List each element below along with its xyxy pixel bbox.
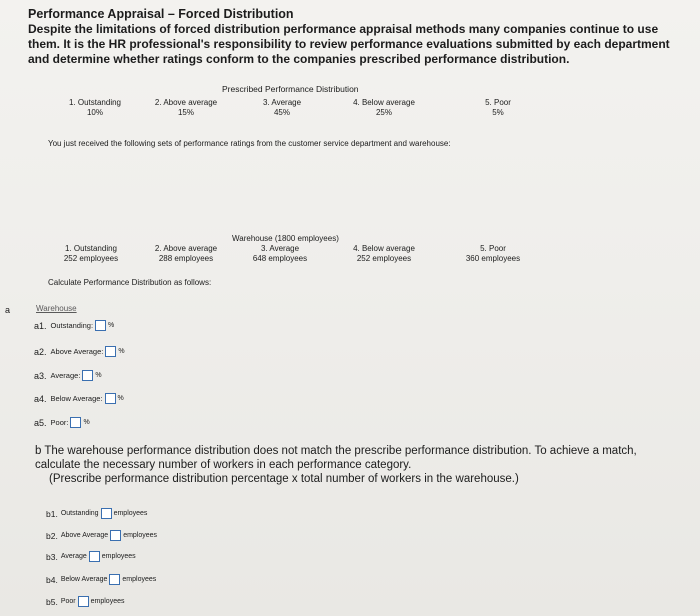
answer-row-b3 <box>46 551 136 562</box>
intro-paragraph: Despite the limitations of forced distribution performance appraisal methods many companies continue to use them. It is the HR professional's responsibility to review performance evaluations submitted by each department and determine whether ratings conform to the companies prescribed performance distribution. <box>28 22 670 66</box>
answer-row-b5 <box>46 596 124 607</box>
prescribed-outstanding <box>52 98 138 118</box>
warehouse-below-average <box>336 244 432 264</box>
category-value: 648 employees <box>252 254 308 263</box>
row-label: Below Average <box>60 576 108 583</box>
warehouse-outstanding <box>50 244 132 264</box>
row-label: Poor: <box>50 418 69 427</box>
row-label: Average: <box>50 371 81 380</box>
percent-unit: % <box>83 419 90 426</box>
answer-input[interactable] <box>70 417 81 428</box>
section-a-heading: Warehouse <box>36 304 77 313</box>
category-value: 288 employees <box>158 254 214 263</box>
answer-row-a2 <box>34 346 125 357</box>
category-label: 1. Outstanding <box>68 98 122 107</box>
row-label: Average <box>60 553 87 560</box>
section-a-letter: a <box>5 305 11 315</box>
row-number: b1. <box>46 508 58 519</box>
category-value: 45% <box>273 108 290 117</box>
row-number: a2. <box>34 346 47 357</box>
row-number: b5. <box>46 596 58 607</box>
row-label: Below Average: <box>50 394 103 403</box>
unit-label: employees <box>113 510 148 517</box>
row-number: b4. <box>46 574 58 585</box>
answer-row-b1 <box>46 508 147 519</box>
unit-label: employees <box>90 598 125 605</box>
answer-input[interactable] <box>105 393 116 404</box>
section-b-question: b The warehouse performance distribution does not match the prescribe performance distribution. To achieve a match, calculate the necessary number of workers in each performance category. <box>35 445 637 471</box>
row-label: Above Average <box>60 532 109 539</box>
section-b-instructions <box>35 444 685 486</box>
row-label: Above Average: <box>50 347 104 356</box>
warehouse-above-average <box>140 244 232 264</box>
prescribed-below-average <box>336 98 432 118</box>
answer-input[interactable] <box>105 346 116 357</box>
category-label: 3. Average <box>260 244 300 253</box>
category-value: 15% <box>177 108 194 117</box>
prescribed-poor <box>470 98 526 118</box>
row-number: b3. <box>46 551 58 562</box>
answer-input[interactable] <box>101 508 112 519</box>
prescribed-above-average <box>140 98 232 118</box>
percent-unit: % <box>117 395 124 402</box>
category-label: 3. Average <box>262 98 302 107</box>
category-value: 252 employees <box>63 254 119 263</box>
category-label: 2. Above average <box>154 244 218 253</box>
answer-row-b4 <box>46 574 156 585</box>
answer-input[interactable] <box>82 370 93 381</box>
answer-input[interactable] <box>78 596 89 607</box>
category-label: 2. Above average <box>154 98 218 107</box>
percent-unit: % <box>118 348 125 355</box>
category-value: 10% <box>86 108 103 117</box>
warehouse-poor <box>450 244 536 264</box>
answer-input[interactable] <box>110 530 121 541</box>
unit-label: employees <box>123 532 158 539</box>
answer-row-a4 <box>34 393 124 404</box>
unit-label: employees <box>101 553 136 560</box>
unit-label: employees <box>122 576 157 583</box>
calculate-note: Calculate Performance Distribution as follows: <box>48 278 212 287</box>
category-value: 5% <box>492 108 504 117</box>
warehouse-title: Warehouse (1800 employees) <box>232 234 339 243</box>
answer-input[interactable] <box>95 320 106 331</box>
answer-input[interactable] <box>109 574 120 585</box>
percent-unit: % <box>95 372 102 379</box>
row-label: Outstanding <box>60 510 99 517</box>
prescribed-average <box>246 98 318 118</box>
warehouse-average <box>240 244 320 264</box>
section-b-formula: (Prescribe performance distribution percentage x total number of workers in the warehouse.) <box>49 473 519 485</box>
category-value: 360 employees <box>465 254 521 263</box>
category-value: 25% <box>375 108 392 117</box>
category-label: 5. Poor <box>480 244 506 253</box>
row-number: a5. <box>34 417 47 428</box>
category-value: 252 employees <box>356 254 412 263</box>
answer-row-a1 <box>34 320 114 331</box>
answer-row-a3 <box>34 370 102 381</box>
percent-unit: % <box>108 322 115 329</box>
row-label: Poor <box>60 598 76 605</box>
header <box>28 6 688 67</box>
row-number: a4. <box>34 393 47 404</box>
page-title: Performance Appraisal – Forced Distribution <box>28 7 294 21</box>
row-number: a1. <box>34 320 47 331</box>
category-label: 5. Poor <box>485 98 511 107</box>
category-label: 1. Outstanding <box>64 244 118 253</box>
answer-input[interactable] <box>89 551 100 562</box>
category-label: 4. Below average <box>353 98 415 107</box>
row-label: Outstanding: <box>50 321 94 330</box>
category-label: 4. Below average <box>353 244 415 253</box>
received-note: You just received the following sets of performance ratings from the customer service department and warehouse: <box>48 139 451 148</box>
answer-row-b2 <box>46 530 157 541</box>
answer-row-a5 <box>34 417 90 428</box>
prescribed-title: Prescribed Performance Distribution <box>222 84 359 94</box>
row-number: b2. <box>46 530 58 541</box>
row-number: a3. <box>34 370 47 381</box>
